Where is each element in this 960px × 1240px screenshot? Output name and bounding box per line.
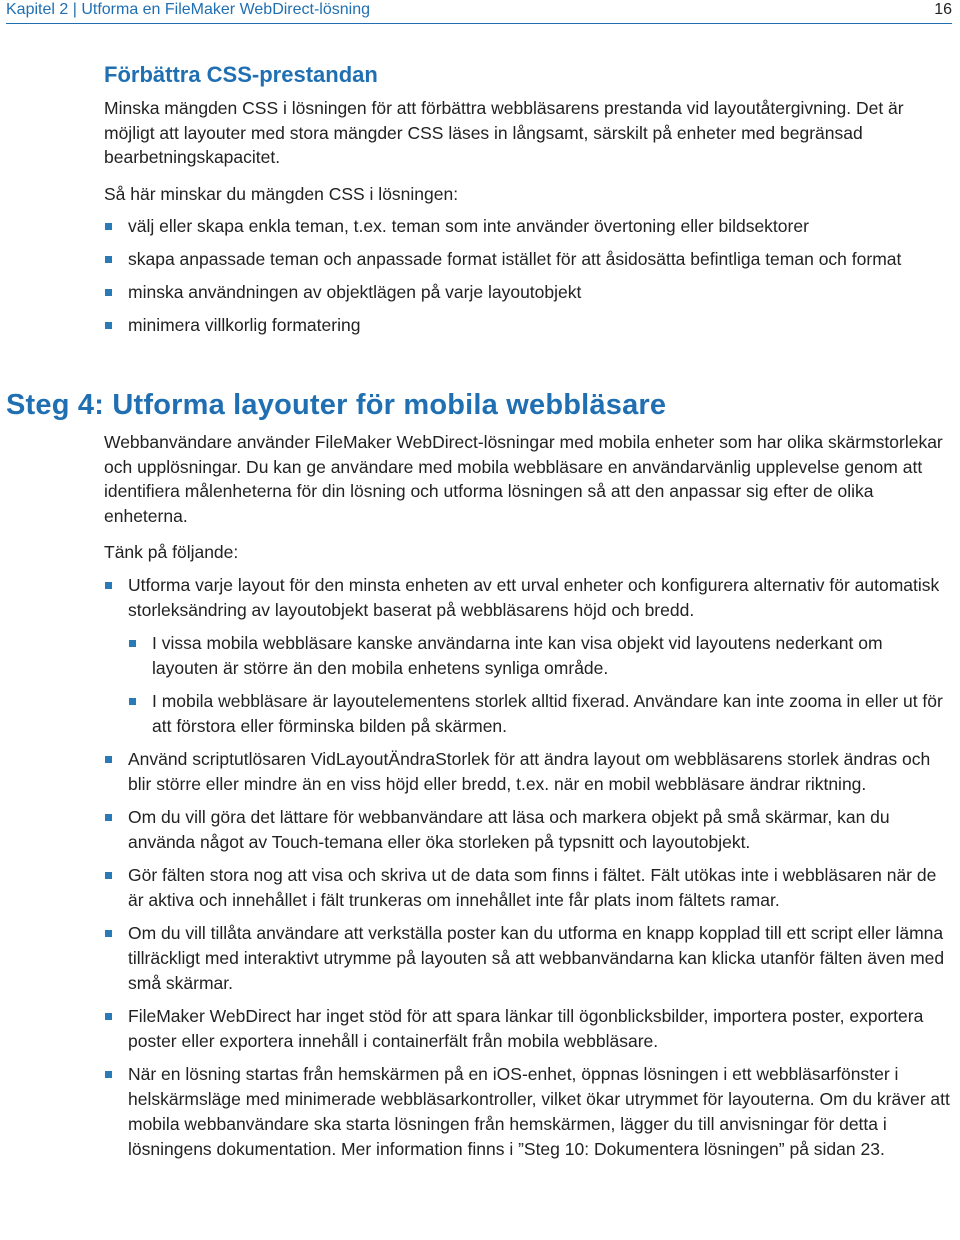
bullet-icon	[105, 256, 112, 263]
bullet-icon	[105, 872, 112, 879]
bullet-icon	[105, 1071, 112, 1078]
bullet-icon	[105, 756, 112, 763]
paragraph: Så här minskar du mängden CSS i lösningen:	[104, 183, 459, 204]
list-item-text: Använd scriptutlösaren VidLayoutÄndraStorlek för att ändra layout om webbläsarens storlek ändras och blir större eller mindre än en viss höjd eller bredd, t.ex. när en mobil webbläsare ändrar riktning.	[128, 748, 931, 794]
sub-list-item	[128, 631, 952, 681]
list-item-text: När en lösning startas från hemskärmen på en iOS-enhet, öppnas lösningen i ett webbläsarfönster i helskärmsläge med minimerade webbläsarkontroller, vilket ökar utrymmet för layouterna. Om du kräver att mobila webbanvändare ska starta lösningen från hemskärmen, lägger du till anvisningar för detta i lösningens dokumentation. Mer information finns i ”Steg 10: Dokumentera lösningen” på sidan 23.	[128, 1063, 950, 1159]
bullet-icon	[105, 223, 112, 230]
sub-list-item	[128, 689, 952, 739]
bullet-list	[104, 573, 952, 1162]
list-item	[104, 863, 952, 913]
bullet-list	[104, 214, 952, 338]
page-header	[6, 0, 952, 24]
list-item	[104, 573, 952, 739]
header-rule	[6, 23, 952, 24]
paragraph: Minska mängden CSS i lösningen för att förbättra webbläsarens prestanda vid layoutåtergivning. Det är möjligt att layouter med stora mängder CSS läses in långsamt, särskilt på enheter med begränsad bearbetningskapacitet.	[104, 98, 904, 167]
list-item-text: I mobila webbläsare är layoutelementens storlek alltid fixerad. Användare kan inte zooma in eller ut för att förstora eller förminska bilden på skärmen.	[152, 690, 943, 736]
chapter-title: Kapitel 2 | Utforma en FileMaker WebDirect-lösning	[6, 1, 370, 18]
list-item-text: Om du vill tillåta användare att verkställa poster kan du utforma en knapp kopplad till ett script eller lämna tillräckligt med interaktivt utrymme på layouten så att webbanvändarna kan klicka utanför fälten även med små skärmar.	[128, 922, 945, 993]
page-number: 16	[934, 1, 952, 18]
sub-bullet-list	[128, 631, 952, 739]
paragraph: Webbanvändare använder FileMaker WebDirect-lösningar med mobila enheter som har olika skärmstorlekar och upplösningar. Du kan ge användare med mobila webbläsare en användarvänlig upplevelse genom att identifiera målenheterna för din lösning och utforma lösningen så att den anpassar sig efter de olika enheterna.	[104, 432, 943, 526]
list-item	[104, 247, 952, 272]
list-item-text: minimera villkorlig formatering	[128, 315, 361, 335]
list-item	[104, 313, 952, 338]
list-item	[104, 280, 952, 305]
list-item-text: välj eller skapa enkla teman, t.ex. teman som inte använder övertoning eller bildsektorer	[128, 216, 809, 236]
list-item-text: Utforma varje layout för den minsta enheten av ett urval enheter och konfigurera alternativ för automatisk storleksändring av layoutobjekt baserat på webbläsarens höjd och bredd.	[128, 574, 940, 620]
bullet-icon	[129, 640, 136, 647]
chapter-step-heading: Steg 4: Utforma layouter för mobila webbläsare	[6, 389, 667, 421]
list-item	[104, 805, 952, 855]
list-item-text: FileMaker WebDirect har inget stöd för att spara länkar till ögonblicksbilder, importera poster, exportera poster eller exportera innehåll i containerfält från mobila webbläsare.	[128, 1005, 924, 1051]
bullet-icon	[129, 698, 136, 705]
list-item	[104, 747, 952, 797]
bullet-icon	[105, 1013, 112, 1020]
list-item	[104, 1062, 952, 1162]
bullet-icon	[105, 322, 112, 329]
list-item	[104, 214, 952, 239]
list-item-text: minska användningen av objektlägen på varje layoutobjekt	[128, 282, 582, 302]
section-heading: Förbättra CSS-prestandan	[104, 62, 378, 87]
list-item	[104, 1004, 952, 1054]
list-item	[104, 921, 952, 996]
bullet-icon	[105, 289, 112, 296]
list-item-text: Gör fälten stora nog att visa och skriva ut de data som finns i fältet. Fält utökas inte i webbläsaren när de är aktiva och innehållet i fält trunkeras om innehållet inte får plats inom fältets ramar.	[128, 864, 937, 910]
bullet-icon	[105, 582, 112, 589]
bullet-icon	[105, 814, 112, 821]
paragraph: Tänk på följande:	[104, 542, 239, 562]
list-item-text: skapa anpassade teman och anpassade format istället för att åsidosätta befintliga teman och format	[128, 249, 902, 269]
bullet-icon	[105, 930, 112, 937]
list-item-text: Om du vill göra det lättare för webbanvändare att läsa och markera objekt på små skärmar, kan du använda något av Touch-temana eller öka storleken på typsnitt och layoutobjekt.	[128, 806, 890, 852]
css-section	[104, 62, 952, 338]
list-item-text: I vissa mobila webbläsare kanske användarna inte kan visa objekt vid layoutens nederkant om layouten är större än den mobila enhetens synliga område.	[152, 632, 883, 678]
step4-section	[104, 430, 952, 1162]
